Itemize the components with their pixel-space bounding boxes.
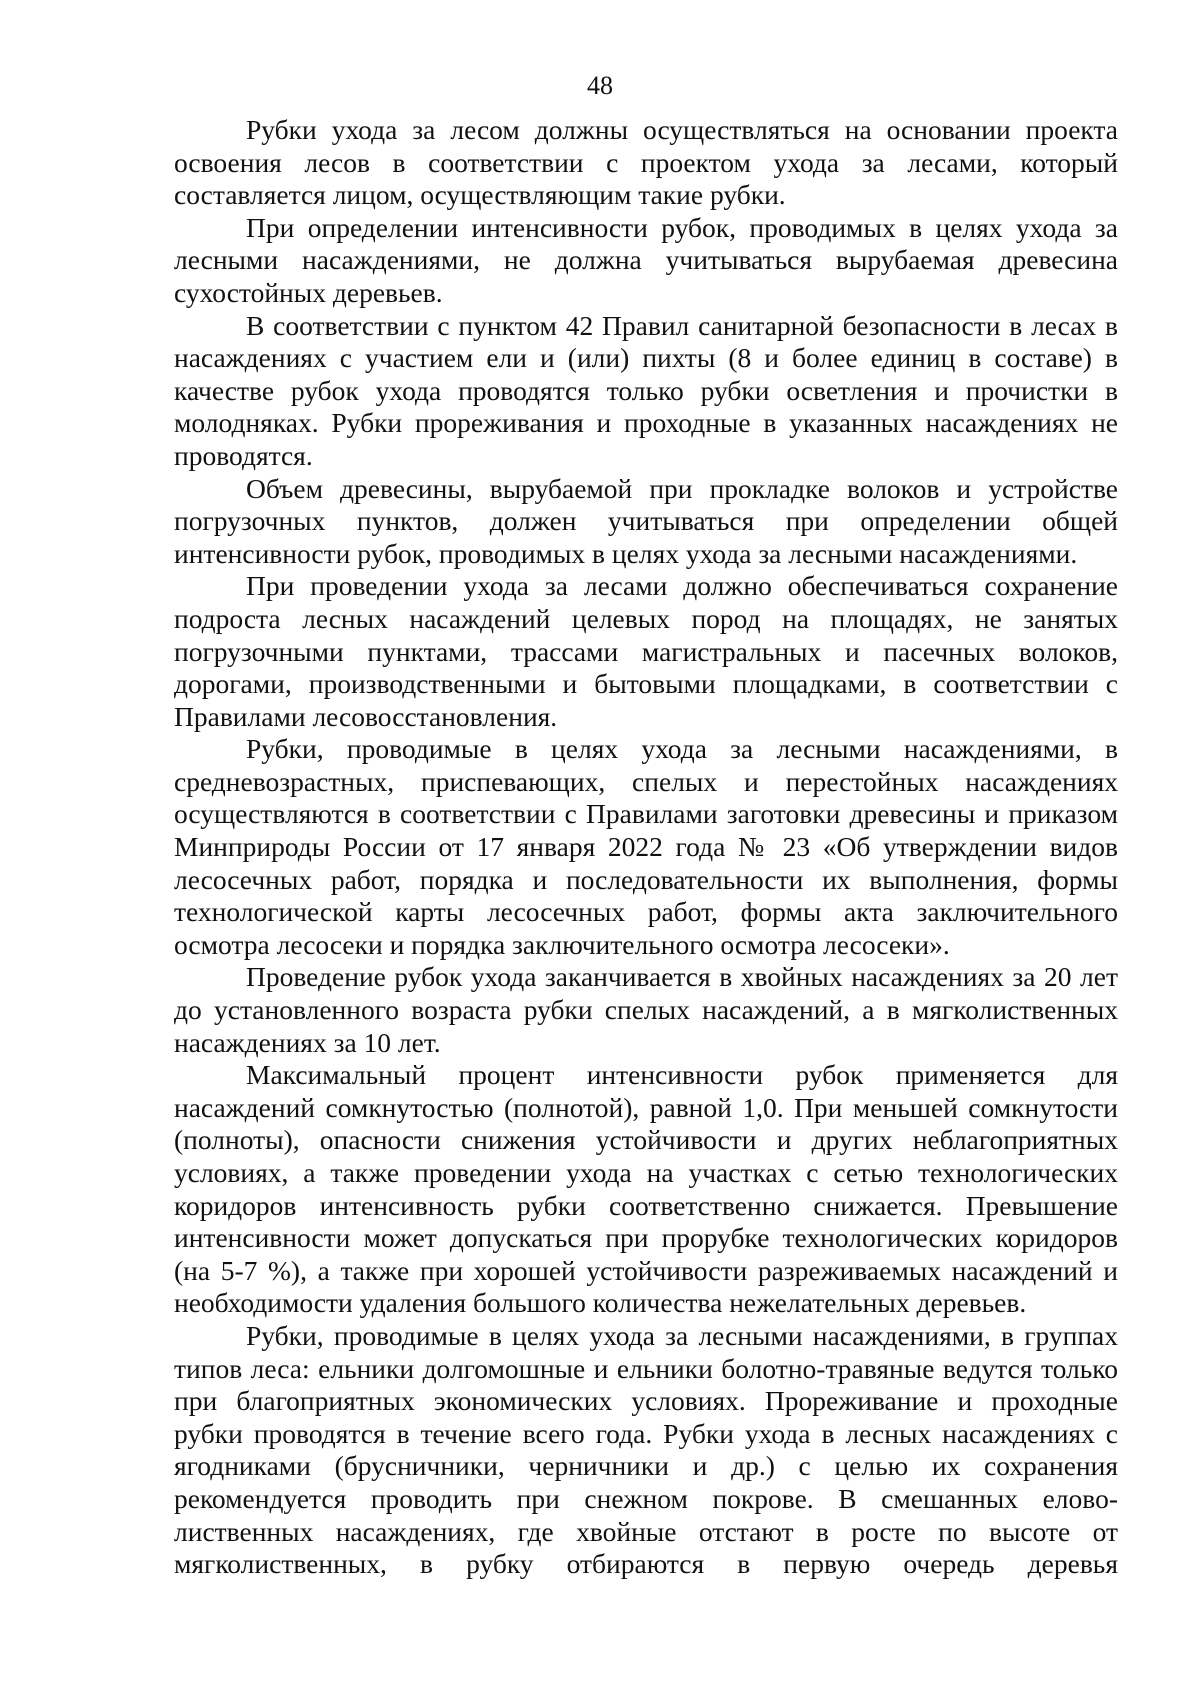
body-text [174, 114, 1118, 1581]
paragraph: Объем древесины, вырубаемой при прокладке волоков и устройстве погрузочных пунктов, должен учитываться при определении общей интенсивности рубок, проводимых в целях ухода за лесными насаждениями. [174, 472, 1118, 569]
page-number: 48 [587, 71, 613, 100]
paragraph: В соответствии с пунктом 42 Правил санитарной безопасности в лесах в насаждениях с участием ели и (или) пихты (8 и более единиц в составе) в качестве рубок ухода проводятся только рубки осветления и прочистки в молодняках. Рубки прореживания и проходные в указанных насаждениях не проводятся. [174, 309, 1118, 471]
paragraph: При определении интенсивности рубок, проводимых в целях ухода за лесными насаждениями, не должна учитываться вырубаемая древесина сухостойных деревьев. [174, 211, 1118, 308]
paragraph: При проведении ухода за лесами должно обеспечиваться сохранение подроста лесных насаждений целевых пород на площадях, не занятых погрузочными пунктами, трассами магистральных и пасечных волоков, дорогами, производственными и бытовыми площадками, в соответствии с Правилами лесовосстановления. [174, 570, 1118, 732]
paragraph: Рубки, проводимые в целях ухода за лесными насаждениями, в средневозрастных, приспевающих, спелых и перестойных насаждениях осуществляются в соответствии с Правилами заготовки древесины и приказом Минприроды России от 17 января 2022 года № 23 «Об утверждении видов лесосечных работ, порядка и последовательности их выполнения, формы технологической карты лесосечных работ, формы акта заключительного осмотра лесосеки и порядка заключительного осмотра лесосеки». [174, 733, 1118, 960]
paragraph: Максимальный процент интенсивности рубок применяется для насаждений сомкнутостью (полнотой), равной 1,0. При меньшей сомкнутости (полноты), опасности снижения устойчивости и других неблагоприятных условиях, а также проведении ухода на участках с сетью технологических коридоров интенсивность рубки соответственно снижается. Превышение интенсивности может допускаться при прорубке технологических коридоров (на 5-7 %), а также при хорошей устойчивости разреживаемых насаждений и необходимости удаления большого количества нежелательных деревьев. [174, 1059, 1118, 1319]
paragraph: Рубки ухода за лесом должны осуществляться на основании проекта освоения лесов в соответствии с проектом ухода за лесами, который составляется лицом, осуществляющим такие рубки. [174, 114, 1118, 211]
paragraph: Рубки, проводимые в целях ухода за лесными насаждениями, в группах типов леса: ельники долгомошные и ельники болотно-травяные ведутся только при благоприятных экономических условиях. Прореживание и проходные рубки проводятся в течение всего года. Рубки ухода в лесных насаждениях с ягодниками (брусничники, черничники и др.) с целью их сохранения рекомендуется проводить при снежном покрове. В смешанных елово-лиственных насаждениях, где хвойные отстают в росте по высоте от мягколиственных, в рубку отбираются в первую очередь деревья [174, 1319, 1118, 1580]
paragraph: Проведение рубок ухода заканчивается в хвойных насаждениях за 20 лет до установленного возраста рубки спелых насаждений, а в мягколиственных насаждениях за 10 лет. [174, 961, 1118, 1058]
